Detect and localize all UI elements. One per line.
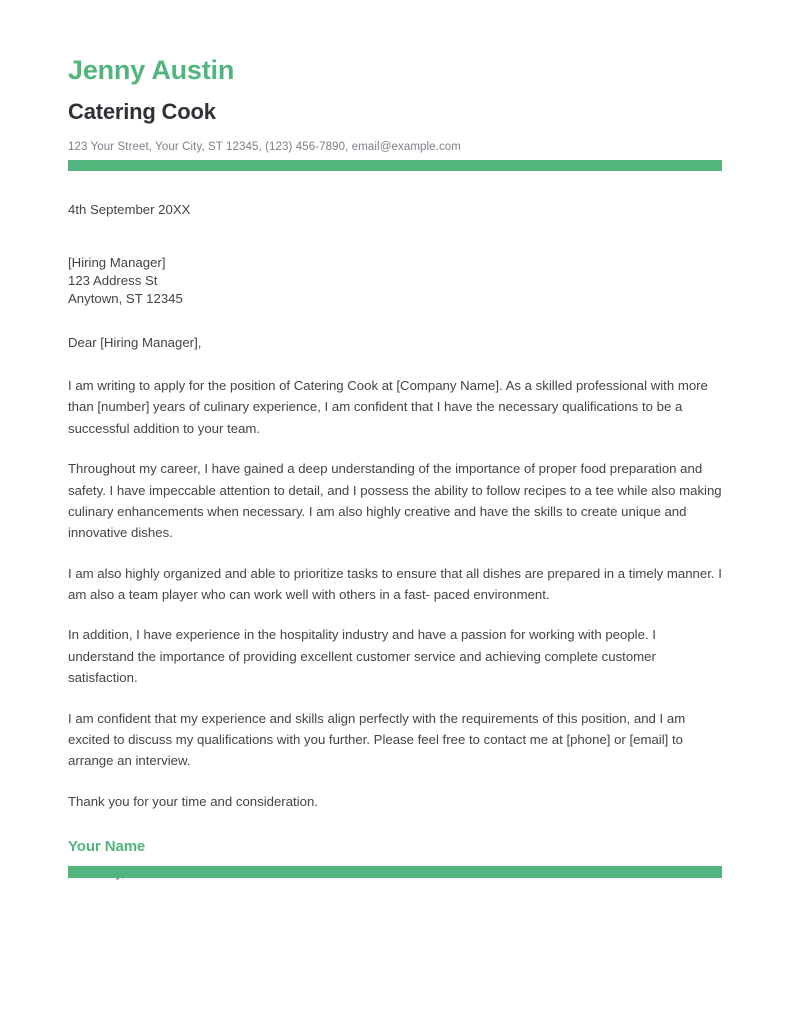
letter-content [68, 0, 722, 883]
closing-thanks: Thank you for your time and consideration. [68, 793, 318, 809]
body-paragraph: Throughout my career, I have gained a deep understanding of the importance of proper food preparation and safety. I have impeccable attention to detail, and I possess the ability to follow recipes to a tee while also making culinary enhancements when necessary. I am also highly creative and have the skills to create unique and innovative dishes. [68, 461, 722, 541]
letter-body [68, 171, 722, 884]
contact-line: 123 Your Street, Your City, ST 12345, (123) 456-7890, email@example.com [68, 140, 461, 153]
body-paragraph: I am confident that my experience and skills align perfectly with the requirements of this position, and I am excited to discuss my qualifications with you further. Please feel free to contact me at [phone] or [email] to arrange an interview. [68, 710, 686, 769]
letter-date: 4th September 20XX [68, 201, 191, 217]
recipient-address-block [68, 254, 722, 307]
recipient-line: 123 Address St [68, 273, 158, 288]
signature-name: Your Name [68, 838, 146, 855]
letter-header [68, 0, 722, 171]
body-paragraph: I am writing to apply for the position of Catering Cook at [Company Name]. As a skilled professional with more than [number] years of culinary experience, I am confident that I have the necessary qualifications to be a successful addition to your team. [68, 378, 708, 436]
header-accent-rule [68, 160, 722, 171]
recipient-line: [Hiring Manager] [68, 255, 166, 271]
letter-footer [68, 838, 722, 878]
job-title: Catering Cook [68, 98, 216, 124]
recipient-line: Anytown, ST 12345 [68, 290, 183, 306]
salutation: Dear [Hiring Manager], [68, 334, 202, 350]
body-paragraph: In addition, I have experience in the hospitality industry and have a passion for working with people. I understand the importance of providing excellent customer service and achieving complete customer satisfaction. [68, 627, 656, 686]
footer-accent-rule [68, 866, 722, 878]
body-paragraph: I am also highly organized and able to prioritize tasks to ensure that all dishes are prepared in a timely manner. I am also a team player who can work well with others in a fast- paced environment. [68, 565, 722, 602]
applicant-name: Jenny Austin [68, 55, 235, 85]
